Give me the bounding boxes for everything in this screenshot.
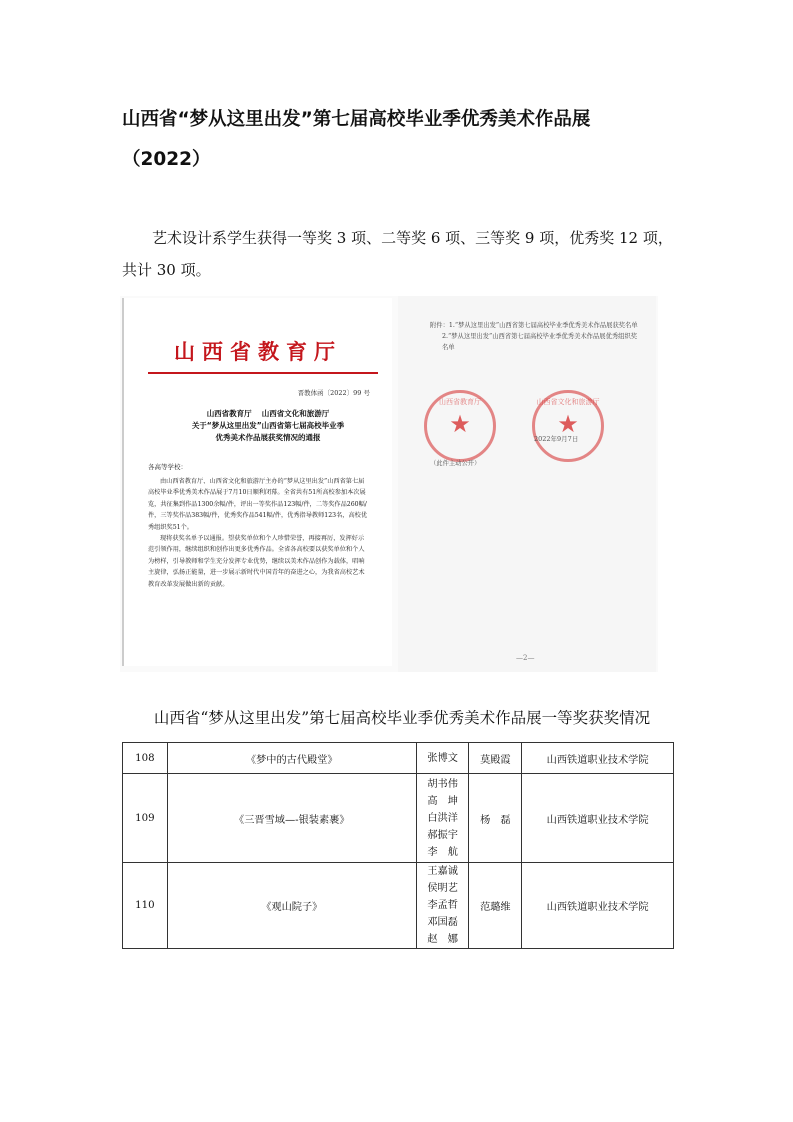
scan-notice-title [154,408,382,444]
scan-body-1: 由山西省教育厅、山西省文化和旅游厅主办的“梦从这里出发”山西省第七届高校毕业季优秀美术作品展于7月10日顺利闭幕。全省共有51所高校参加本次展览，共征集到作品1300余幅/件，评出一等奖作品123幅/件，二等奖作品260幅/件，三等奖作品383幅/件，优秀奖作品541幅/件，优秀指导教师123名，高校优秀组织奖51个。 [148,478,368,531]
tutor-name: 莫殿霞 [469,743,522,774]
authors [416,774,469,863]
title-line-1: 山西省“梦从这里出发”第七届高校毕业季优秀美术作品展 [122,109,591,130]
scan-left-page [122,298,392,666]
work-title: 《梦中的古代殿堂》 [167,743,416,774]
author-name: 邓国磊 [427,917,458,928]
row-number: 108 [123,743,168,774]
row-number: 110 [123,863,168,949]
summary-paragraph: 艺术设计系学生获得一等奖 3 项、二等奖 6 项、三等奖 9 项，优秀奖 12 项，共计 30 项。 [122,229,673,279]
scan-notice-title-2: 关于“梦从这里出发”山西省第七届高校毕业季 [191,421,345,430]
scan-org-title: 山西省教育厅 [174,340,342,364]
table-row [123,774,674,863]
scan-page-number: —2— [516,654,535,662]
scan-body [148,476,370,590]
scan-public-note: （此件主动公开） [430,460,481,467]
scanned-notice-image [120,296,658,672]
scan-notice-title-3: 优秀美术作品展获奖情况的通报 [215,433,321,442]
page-title [122,100,682,180]
author-name: 侯明艺 [427,883,458,894]
scan-body-2: 现将获奖名单予以通报。望获奖单位和个人珍惜荣誉，再接再厉，发挥好示范引领作用，继续组织和创作出更多优秀作品。全省各高校要以获奖单位和个人为榜样，引导教师和学生充分发挥专业优势，继续以美术作品创作为载体，唱响主旋律，弘扬正能量，进一步展示新时代中国青年的奋进之心，为我省高校艺术教育改革发展做出新的贡献。 [148,535,365,588]
author-name: 李 航 [427,846,458,858]
scan-seal-date: 2022年9月7日 [534,435,579,443]
scan-attachments [430,320,640,353]
author-name: 胡书伟 [427,778,458,790]
work-title: 《观山院子》 [167,863,416,949]
school-name: 山西铁道职业技术学院 [522,863,674,949]
seal-culture-tourism-dept [532,390,604,462]
awards-table-body [123,743,674,949]
author-name: 王嘉诚 [427,866,458,877]
table-row [123,743,674,774]
seal-1-text: 山西省教育厅 [439,398,481,406]
authors [416,743,469,774]
school-name: 山西铁道职业技术学院 [522,743,674,774]
author-name: 赵 娜 [427,934,458,945]
seal-star-icon: ★ [449,410,471,438]
scan-attachment-2: 2.“梦从这里出发”山西省第七届高校毕业季优秀美术作品展优秀组织奖名单 [442,333,638,351]
scan-salutation: 各高等学校： [148,463,187,471]
scan-red-rule [148,372,378,374]
row-number: 109 [123,774,168,863]
scan-attachment-1: 附件：1.“梦从这里出发”山西省第七届高校毕业季优秀美术作品展获奖名单 [430,322,638,329]
table-caption: 山西省“梦从这里出发”第七届高校毕业季优秀美术作品展一等奖获奖情况 [153,709,651,727]
tutor-name: 范璐维 [469,863,522,949]
author-name: 张博文 [427,752,458,764]
author-name: 郝振宇 [427,829,458,841]
scan-doc-number: 晋教体函〔2022〕99 号 [297,389,370,397]
school-name: 山西铁道职业技术学院 [522,774,674,863]
table-row [123,863,674,949]
authors [416,863,469,949]
author-name: 高 坤 [427,795,458,807]
work-title: 《三晋雪域—-银装素裹》 [167,774,416,863]
scan-notice-title-1: 山西省教育厅 山西省文化和旅游厅 [206,409,330,418]
seal-star-icon: ★ [557,410,579,438]
seal-education-dept [424,390,496,462]
awards-table [122,742,674,949]
author-name: 李孟哲 [427,900,458,911]
seal-2-text: 山西省文化和旅游厅 [536,398,600,406]
title-line-2: （2022） [122,149,211,170]
scan-right-page [398,296,656,672]
author-name: 白洪洋 [427,812,458,824]
tutor-name: 杨 磊 [469,774,522,863]
